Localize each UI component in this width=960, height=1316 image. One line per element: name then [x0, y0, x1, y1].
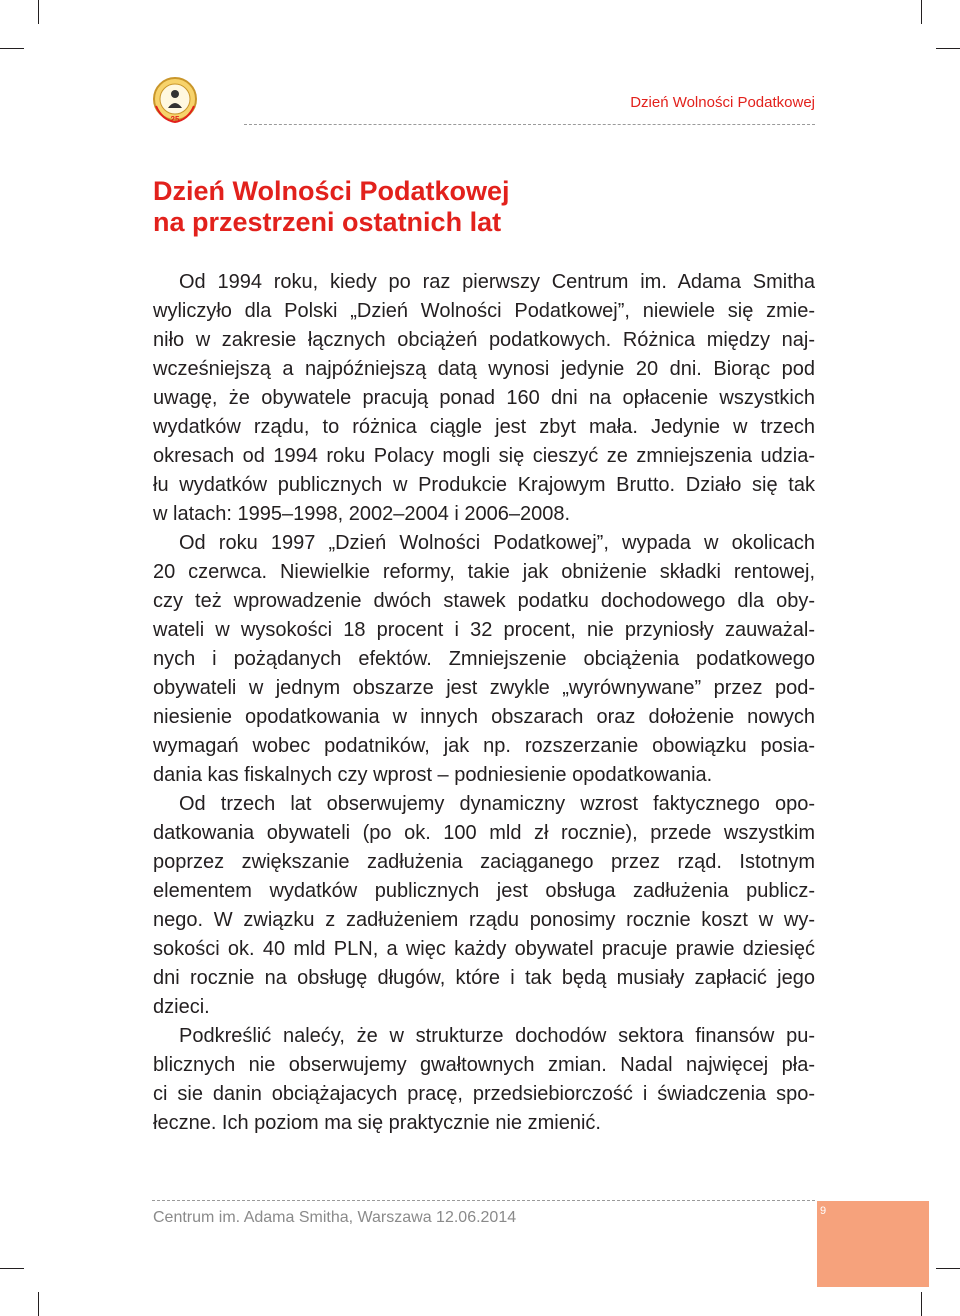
body-line: nego. W związku z zadłużeniem rządu ponosimy rocznie koszt w wy- — [153, 909, 815, 931]
body-line: dania kas fiskalnych czy wprost – podniesienie opodatkowania. — [153, 764, 713, 786]
body-line: wymagań wobec podatników, jak np. rozszerzanie obowiązku posia- — [153, 735, 815, 757]
logo-number: 25 — [170, 115, 180, 124]
body-line: uwagę, że obywatele pracują ponad 160 dni na opłacenie wszystkich — [153, 387, 815, 409]
body-line: wateli w wysokości 18 procent i 32 procent, nie przyniosły zauważal- — [153, 619, 815, 641]
body-line: łu wydatków publicznych w Produkcie Krajowym Brutto. Działo się tak — [153, 474, 815, 496]
body-line: niło w zakresie łącznych obciążeń podatkowych. Różnica między naj- — [153, 329, 815, 351]
header-divider — [244, 124, 815, 125]
crop-mark — [0, 48, 24, 49]
page-number-box — [817, 1201, 929, 1287]
body-line: dni rocznie na obsługę długów, które i tak będą musiały zapłacić jego — [153, 967, 815, 989]
title-line: na przestrzeni ostatnich lat — [153, 207, 502, 237]
body-line: okresach od 1994 roku Polacy mogli się cieszyć ze zmniejszenia udzia- — [153, 445, 815, 467]
footer-divider — [152, 1200, 815, 1201]
crop-mark — [38, 1292, 39, 1316]
body-line: czy też wprowadzenie dwóch stawek podatku dochodowego dla oby- — [153, 590, 815, 612]
body-line: blicznych nie obserwujemy gwałtownych zmian. Nadal najwięcej pła- — [153, 1054, 815, 1076]
crop-mark — [936, 48, 960, 49]
body-line: wyliczyło dla Polski „Dzień Wolności Podatkowej”, niewiele się zmie- — [153, 300, 815, 322]
crop-mark — [0, 1268, 24, 1269]
body-line: Od trzech lat obserwujemy dynamiczny wzrost faktycznego opo- — [179, 793, 815, 815]
body-line: wcześniejszą a najpóźniejszą datą wynosi jedynie 20 dni. Biorąc pod — [153, 358, 815, 380]
logo-seal — [150, 76, 200, 126]
body-line: Podkreślić nalećy, że w strukturze dochodów sektora finansów pu- — [179, 1025, 815, 1047]
body-line: poprzez zwiększanie zadłużenia zaciąganego przez rząd. Istotnym — [153, 851, 815, 873]
body-line: elementem wydatków publicznych jest obsługa zadłużenia publicz- — [153, 880, 815, 902]
body-line: sokości ok. 40 mld PLN, a więc każdy obywatel pracuje prawie dziesięć — [153, 938, 815, 960]
body-line: niesienie opodatkowania w innych obszarach oraz dołożenie nowych — [153, 706, 815, 728]
body-line: ci sie danin obciążajacych pracę, przedsiebiorczość i świadczenia spo- — [153, 1083, 815, 1105]
body-line: datkowania obywateli (po ok. 100 mld zł rocznie), przede wszystkim — [153, 822, 815, 844]
body-line: Od roku 1997 „Dzień Wolności Podatkowej”, wypada w okolicach — [179, 532, 815, 554]
body-line: nych i pożądanych efektów. Zmniejszenie obciążenia podatkowego — [153, 648, 815, 670]
body-line: 20 czerwca. Niewielkie reformy, takie jak obniżenie składki rentowej, — [153, 561, 815, 583]
crop-mark — [921, 1292, 922, 1316]
body-line: łeczne. Ich poziom ma się praktycznie nie zmienić. — [153, 1112, 601, 1134]
body-line: Od 1994 roku, kiedy po raz pierwszy Centrum im. Adama Smitha — [179, 271, 815, 293]
crop-mark — [936, 1268, 960, 1269]
footer-text: Centrum im. Adama Smitha, Warszawa 12.06.2014 — [153, 1209, 517, 1226]
body-line: w latach: 1995–1998, 2002–2004 i 2006–2008. — [153, 503, 571, 525]
body-line: obywateli w jednym obszarze jest zwykle „wyrównywane” przez pod- — [153, 677, 815, 699]
body-line: dzieci. — [153, 996, 210, 1018]
running-header: Dzień Wolności Podatkowej — [630, 94, 815, 111]
body-line: wydatków rządu, to różnica ciągle jest zbyt mała. Jedynie w trzech — [153, 416, 815, 438]
crop-mark — [921, 0, 922, 24]
crop-mark — [38, 0, 39, 24]
page-number: 9 — [820, 1205, 827, 1217]
title-line: Dzień Wolności Podatkowej — [153, 176, 510, 206]
article-body — [153, 268, 815, 1138]
article-title — [153, 176, 813, 238]
